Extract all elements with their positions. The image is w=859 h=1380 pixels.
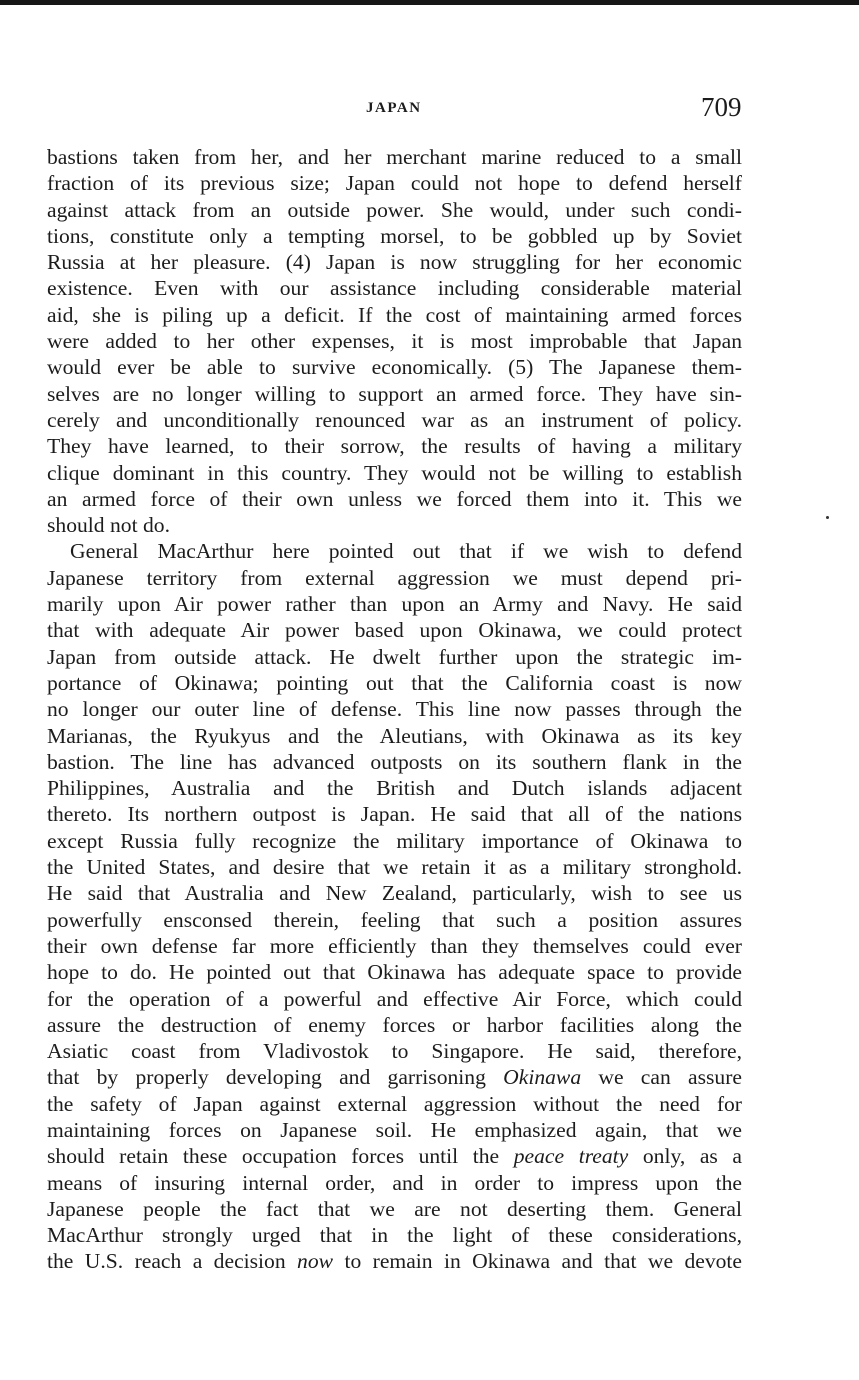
text-line: MacArthur strongly urged that in the light of these considerations, <box>47 1223 742 1248</box>
text-line: bastion. The line has advanced outposts on its southern flank in the <box>47 749 742 774</box>
text-line: Philippines, Australia and the British and Dutch islands adjacent <box>47 776 742 801</box>
body-text <box>47 144 742 1275</box>
text-line: Japanese territory from external aggression we must depend pri- <box>47 565 742 590</box>
text-line: He said that Australia and New Zealand, particularly, wish to see us <box>47 881 742 906</box>
text-line: were added to her other expenses, it is most improbable that Japan <box>47 329 742 354</box>
text-line: portance of Okinawa; pointing out that the California coast is now <box>47 670 742 695</box>
text-line: aid, she is piling up a deficit. If the cost of maintaining armed forces <box>47 302 742 327</box>
text-line: an armed force of their own unless we forced them into it. This we <box>47 486 742 511</box>
text-line-with-italic <box>47 1143 742 1169</box>
text-line: would ever be able to survive economically. (5) The Japanese them- <box>47 355 742 380</box>
text-line: Marianas, the Ryukyus and the Aleutians, with Okinawa as its key <box>47 723 742 748</box>
line-text-before: that by properly developing and garrisoning <box>47 1065 504 1090</box>
text-line: fraction of its previous size; Japan could not hope to defend herself <box>47 171 742 196</box>
text-line: Japanese people the fact that we are not deserting them. General <box>47 1196 742 1221</box>
text-line: maintaining forces on Japanese soil. He emphasized again, that we <box>47 1117 742 1142</box>
line-text-before: the U.S. reach a decision <box>47 1249 298 1274</box>
text-line: hope to do. He pointed out that Okinawa has adequate space to provide <box>47 960 742 985</box>
italic-emphasis: peace treaty <box>513 1144 629 1169</box>
scan-speck <box>826 516 829 519</box>
text-line: selves are no longer willing to support an armed force. They have sin- <box>47 381 742 406</box>
text-line: their own defense far more efficiently than they themselves could ever <box>47 933 742 958</box>
running-header-title: JAPAN <box>366 100 422 116</box>
text-line: no longer our outer line of defense. This line now passes through the <box>47 697 742 722</box>
paragraph-end-line: should not do. <box>47 513 170 538</box>
text-line: means of insuring internal order, and in order to impress upon the <box>47 1170 742 1195</box>
text-line: Japan from outside attack. He dwelt further upon the strategic im- <box>47 644 742 669</box>
text-line: They have learned, to their sorrow, the results of having a military <box>47 434 742 459</box>
text-line: assure the destruction of enemy forces or harbor facilities along the <box>47 1012 742 1037</box>
text-line: thereto. Its northern outpost is Japan. He said that all of the nations <box>47 802 742 827</box>
text-line: the United States, and desire that we retain it as a military stronghold. <box>47 855 742 880</box>
top-border-rule <box>0 0 859 5</box>
text-line: for the operation of a powerful and effective Air Force, which could <box>47 986 742 1011</box>
italic-emphasis: Okinawa <box>503 1065 582 1090</box>
line-text-before: should retain these occupation forces until the <box>47 1144 514 1169</box>
line-text-after: only, as a <box>628 1144 743 1169</box>
text-line-with-italic <box>47 1248 742 1274</box>
text-line-with-italic <box>47 1064 742 1090</box>
text-line: Russia at her pleasure. (4) Japan is now struggling for her economic <box>47 250 742 275</box>
line-text-after: to remain in Okinawa and that we devote <box>333 1249 742 1274</box>
text-line: tions, constitute only a tempting morsel, to be gobbled up by Soviet <box>47 223 742 248</box>
paragraph-start-line: General MacArthur here pointed out that if we wish to defend <box>70 539 742 564</box>
text-line: against attack from an outside power. She would, under such condi- <box>47 197 742 222</box>
text-line: cerely and unconditionally renounced war as an instrument of policy. <box>47 407 742 432</box>
text-line: clique dominant in this country. They would not be willing to establish <box>47 460 742 485</box>
text-line: except Russia fully recognize the military importance of Okinawa to <box>47 828 742 853</box>
text-line: powerfully ensconsed therein, feeling that such a position assures <box>47 907 742 932</box>
italic-emphasis: now <box>297 1249 334 1274</box>
page-number: 709 <box>701 92 742 122</box>
text-line: marily upon Air power rather than upon an Army and Navy. He said <box>47 592 742 617</box>
text-line: that with adequate Air power based upon Okinawa, we could protect <box>47 618 742 643</box>
text-line: Asiatic coast from Vladivostok to Singapore. He said, therefore, <box>47 1039 742 1064</box>
text-line: bastions taken from her, and her merchant marine reduced to a small <box>47 145 742 169</box>
line-text-after: we can assure <box>581 1065 742 1090</box>
text-line: existence. Even with our assistance including considerable material <box>47 276 742 301</box>
text-line: the safety of Japan against external aggression without the need for <box>47 1091 742 1116</box>
